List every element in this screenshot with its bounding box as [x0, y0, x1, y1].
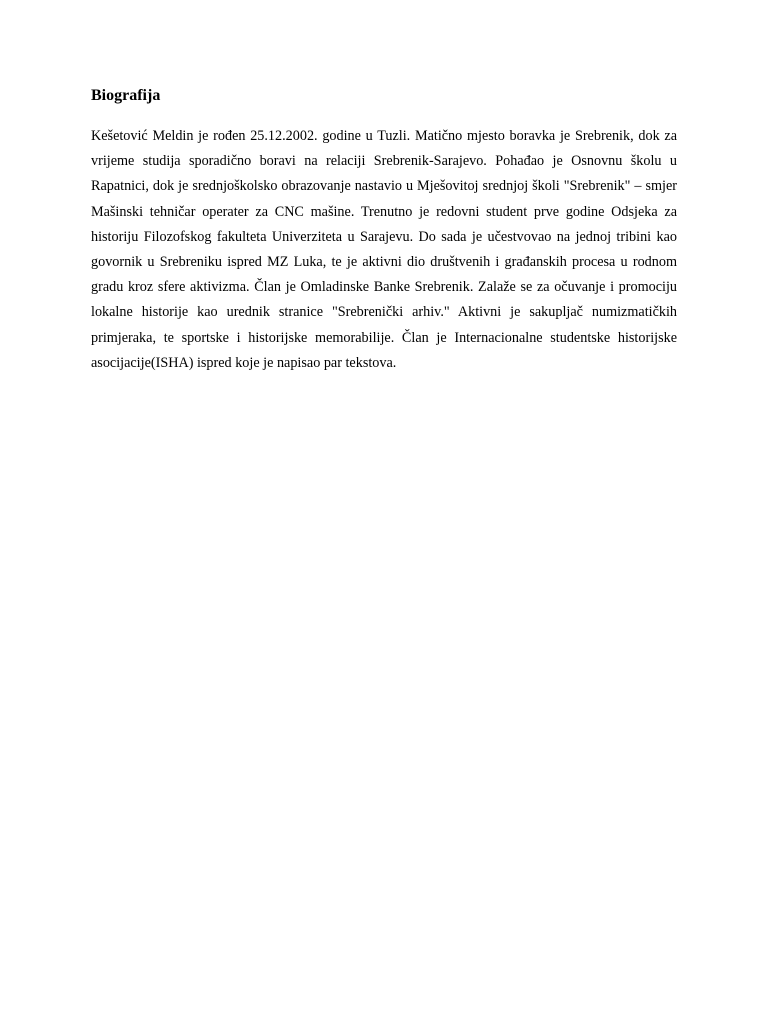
document-heading: Biografija	[91, 87, 161, 104]
biography-paragraph: Kešetović Meldin je rođen 25.12.2002. godine u Tuzli. Matično mjesto boravka je Srebrenik, dok za vrijeme studija sporadično boravi na relaciji Srebrenik-Sarajevo. Pohađao je Osnovnu školu u Rapatnici, dok je srednjoškolsko obrazovanje nastavio u Mješovitoj srednjoj školi "Srebrenik" – smjer Mašinski tehničar operater za CNC mašine. Trenutno je redovni student prve godine Odsjeka za historiju Filozofskog fakulteta Univerziteta u Sarajevu. Do sada je učestvovao na jednoj tribini kao govornik u Srebreniku ispred MZ Luka, te je aktivni dio društvenih i građanskih procesa u rodnom gradu kroz sfere aktivizma. Član je Omladinske Banke Srebrenik. Zalaže se za očuvanje i promociju lokalne historije kao urednik stranice "Srebrenički arhiv." Aktivni je sakupljač numizmatičkih primjeraka, te sportske i historijske memorabilije. Član je Internacionalne studentske historijske asocijacije(ISHA) ispred koje je napisao par tekstova.	[91, 128, 677, 371]
document-content	[91, 86, 677, 376]
